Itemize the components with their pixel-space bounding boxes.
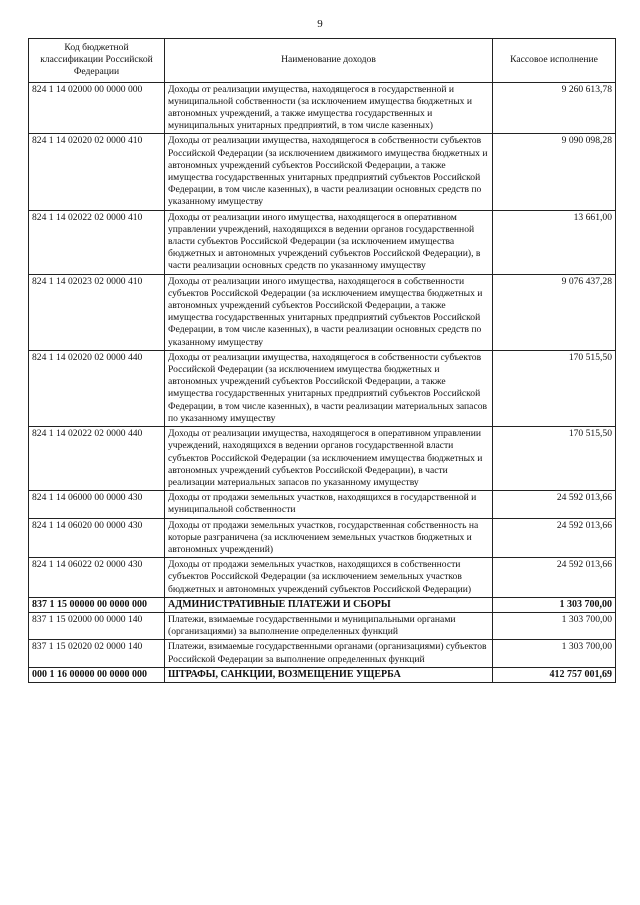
row-amount: 1 303 700,00 [493, 612, 616, 639]
table-row [29, 491, 616, 518]
row-amount: 24 592 013,66 [493, 491, 616, 518]
row-amount: 1 303 700,00 [493, 597, 616, 612]
row-name: Доходы от продажи земельных участков, находящихся в государственной и муниципальной собственности [165, 491, 493, 518]
table-row [29, 597, 616, 612]
table-row [29, 558, 616, 598]
row-amount: 170 515,50 [493, 427, 616, 491]
column-header-amount: Кассовое исполнение [493, 39, 616, 83]
table-row [29, 82, 616, 134]
row-name: Доходы от реализации имущества, находящегося в собственности субъектов Российской Федерации (за исключением имущества бюджетных и автономных учреждений субъектов Российской Федерации, а также имущества государственных унитарных предприятий субъектов Российской Федерации, в том числе казенных), в части реализации материальных запасов по указанному имуществу [165, 350, 493, 426]
row-name: АДМИНИСТРАТИВНЫЕ ПЛАТЕЖИ И СБОРЫ [165, 597, 493, 612]
row-code: 824 1 14 02020 02 0000 440 [29, 350, 165, 426]
row-amount: 9 090 098,28 [493, 134, 616, 210]
row-code: 824 1 14 06020 00 0000 430 [29, 518, 165, 558]
table-row [29, 640, 616, 667]
table-row [29, 274, 616, 350]
row-amount: 13 661,00 [493, 210, 616, 274]
table-row [29, 667, 616, 682]
header-row [29, 39, 616, 83]
row-code: 824 1 14 02020 02 0000 410 [29, 134, 165, 210]
row-amount: 24 592 013,66 [493, 518, 616, 558]
column-header-name: Наименование доходов [165, 39, 493, 83]
row-name: Платежи, взимаемые государственными органами (организациями) субъектов Российской Федерации за выполнение определенных функций [165, 640, 493, 667]
row-name: Доходы от реализации иного имущества, находящегося в оперативном управлении учреждений, находящихся в ведении органов государственной власти субъектов Российской Федерации (за исключением имущества бюджетных и автономных учреждений субъектов Российской Федерации), в части реализации основных средств по указанному имуществу [165, 210, 493, 274]
table-row [29, 134, 616, 210]
table-header [29, 39, 616, 83]
row-amount: 24 592 013,66 [493, 558, 616, 598]
row-amount: 170 515,50 [493, 350, 616, 426]
table-row [29, 518, 616, 558]
table-row [29, 210, 616, 274]
column-header-code: Код бюджетной классификации Российской Федерации [29, 39, 165, 83]
page-number: 9 [317, 18, 323, 30]
row-code: 837 1 15 02020 02 0000 140 [29, 640, 165, 667]
row-code: 824 1 14 06022 02 0000 430 [29, 558, 165, 598]
row-amount: 1 303 700,00 [493, 640, 616, 667]
row-name: Доходы от продажи земельных участков, государственная собственность на которые разграничена (за исключением земельных участков бюджетных и автономных учреждений) [165, 518, 493, 558]
row-code: 837 1 15 02000 00 0000 140 [29, 612, 165, 639]
row-name: Доходы от реализации иного имущества, находящегося в собственности субъектов Российской Федерации (за исключением имущества бюджетных и автономных учреждений субъектов Российской Федерации, а также имущества государственных унитарных предприятий субъектов Российской Федерации, в том числе казенных), в части реализации основных средств по указанному имуществу [165, 274, 493, 350]
row-amount: 412 757 001,69 [493, 667, 616, 682]
row-code: 824 1 14 02022 02 0000 410 [29, 210, 165, 274]
revenue-table [28, 38, 616, 683]
table-row [29, 350, 616, 426]
row-name: Доходы от реализации имущества, находящегося в государственной и муниципальной собственности (за исключением имущества бюджетных и автономных учреждений, а также имущества государственных и муниципальных унитарных предприятий, в том числе казенных) [165, 82, 493, 134]
row-amount: 9 076 437,28 [493, 274, 616, 350]
row-code: 824 1 14 06000 00 0000 430 [29, 491, 165, 518]
table-row [29, 612, 616, 639]
row-name: Доходы от реализации имущества, находящегося в оперативном управлении учреждений, находящихся в ведении органов государственной власти субъектов Российской Федерации (за исключением имущества бюджетных и автономных учреждений субъектов Российской Федерации), в части реализации материальных запасов по указанному имуществу [165, 427, 493, 491]
row-code: 000 1 16 00000 00 0000 000 [29, 667, 165, 682]
row-code: 824 1 14 02000 00 0000 000 [29, 82, 165, 134]
table-body [29, 82, 616, 682]
row-code: 824 1 14 02023 02 0000 410 [29, 274, 165, 350]
row-code: 824 1 14 02022 02 0000 440 [29, 427, 165, 491]
row-code: 837 1 15 00000 00 0000 000 [29, 597, 165, 612]
row-amount: 9 260 613,78 [493, 82, 616, 134]
row-name: Платежи, взимаемые государственными и муниципальными органами (организациями) за выполнение определенных функций [165, 612, 493, 639]
row-name: ШТРАФЫ, САНКЦИИ, ВОЗМЕЩЕНИЕ УЩЕРБА [165, 667, 493, 682]
table-row [29, 427, 616, 491]
row-name: Доходы от продажи земельных участков, находящихся в собственности субъектов Российской Федерации (за исключением земельных участков бюджетных и автономных учреждений субъектов Российской Федерации) [165, 558, 493, 598]
row-name: Доходы от реализации имущества, находящегося в собственности субъектов Российской Федерации (за исключением движимого имущества бюджетных и автономных учреждений субъектов Российской Федерации, а также имущества государственных унитарных предприятий субъектов Российской Федерации, в том числе казенных), в части реализации основных средств по указанному имуществу [165, 134, 493, 210]
